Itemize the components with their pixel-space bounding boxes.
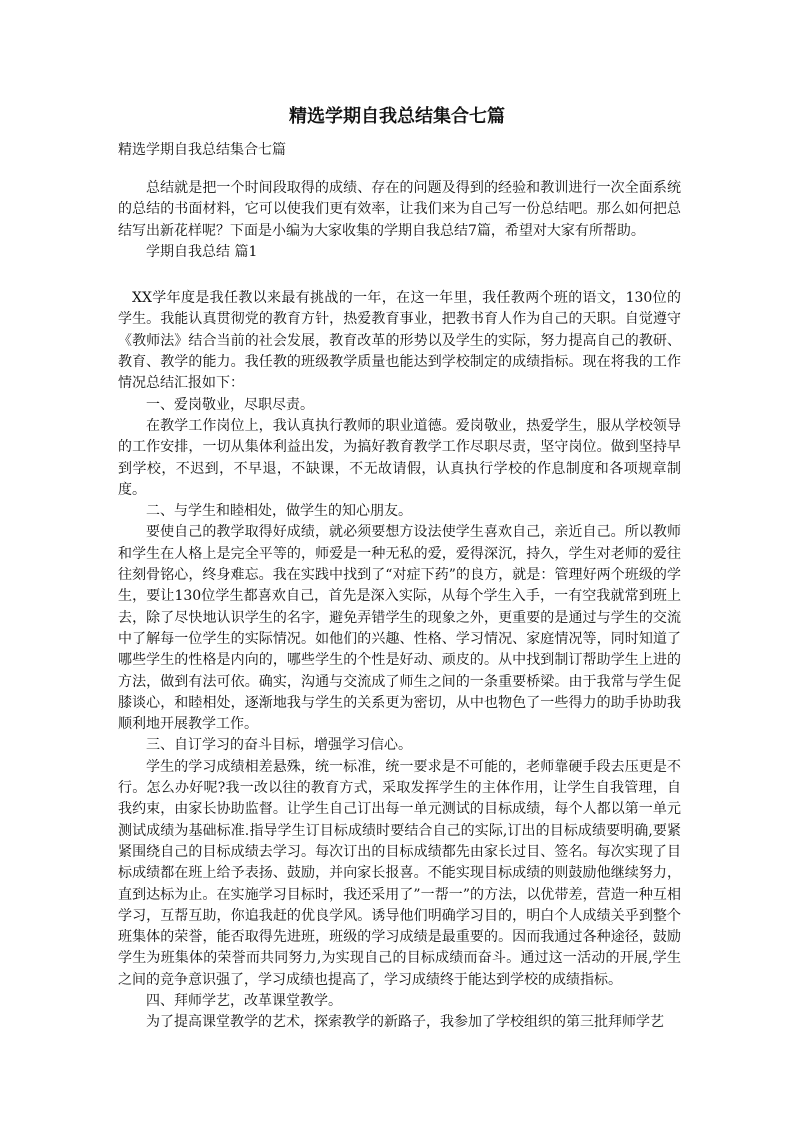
paragraph: 要使自己的教学取得好成绩，就必须要想方设法使学生喜欢自己，亲近自己。所以教师和学生在人格上是完全平等的，师爱是一种无私的爱，爱得深沉，持久，学生对老师的爱往往刻骨铭心，终身难忘。我在实践中找到了“对症下药”的良方，就是：管理好两个班级的学生，要让130位学生都喜欢自己，首先是深入实际，从每个学生入手，一有空我就常到班上去，除了尽快地认识学生的名字，避免弄错学生的现象之外，更重要的是通过与学生的交流中了解每一位学生的实际情况。如他们的兴趣、性格、学习情况、家庭情况等，同时知道了哪些学生的性格是内向的，哪些学生的个性是好动、顽皮的。从中找到制订帮助学生上进的方法，做到有法可依。确实，沟通与交流成了师生之间的一条重要桥梁。由于我常与学生促膝谈心，和睦相处，逐渐地我与学生的关系更为密切，从中也物色了一些得力的助手协助我顺利地开展教学工作。	[118, 524, 681, 733]
heading-1: 一、爱岗敬业，尽职尽责。	[146, 396, 314, 413]
document-subtitle: 精选学期自我总结集合七篇	[118, 142, 286, 158]
paragraph: XX学年度是我任教以来最有挑战的一年，在这一年里，我任教两个班的语文，130位的学生。我能认真贯彻党的教育方针，热爱教育事业，把教书育人作为自己的天职。自觉遵守《教师法》结合当前的社会发展，教育改革的形势以及学生的实际，努力提高自己的教研、教育、教学的能力。我任教的班级教学质量也能达到学校制定的成绩指标。现在将我的工作情况总结汇报如下：	[118, 290, 681, 392]
section-title: 学期自我总结 篇1	[146, 243, 258, 260]
heading-4: 四、拜师学艺，改革课堂教学。	[146, 992, 342, 1009]
paragraph: 在教学工作岗位上，我认真执行教师的职业道德。爱岗敬业，热爱学生，服从学校领导的工作安排，一切从集体利益出发，为搞好教育教学工作尽职尽责，坚守岗位。做到坚持早到学校，不迟到，不早退，不缺课，不无故请假，认真执行学校的作息制度和各项规章制度。	[118, 417, 681, 498]
paragraph: 学生的学习成绩相差悬殊，统一标准，统一要求是不可能的，老师靠硬手段去压更是不行。怎么办好呢?我一改以往的教育方式，采取发挥学生的主体作用，让学生自我管理，自我约束，由家长协助监督。让学生自己订出每一单元测试的目标成绩，每个人都以第一单元测试成绩为基础标准.指导学生订目标成绩时要结合自己的实际,订出的目标成绩要明确,要紧紧围绕自己的目标成绩去学习。每次订出的目标成绩都先由家长过目、签名。每次实现了目标成绩都在班上给予表扬、鼓励，并向家长报喜。不能实现目标成绩的则鼓励他继续努力，直到达标为止。在实施学习目标时，我还采用了”一帮一”的方法，以优带差，营造一种互相学习，互帮互助，你追我赶的优良学风。诱导他们明确学习目的，明白个人成绩关乎到整个班集体的荣誉，能否取得先进班，班级的学习成绩是最重要的。因而我通过各种途径，鼓励学生为班集体的荣誉而共同努力,为实现自己的目标成绩而奋斗。通过这一活动的开展,学生之间的竞争意识强了，学习成绩也提高了，学习成绩终于能达到学校的成绩指标。	[118, 758, 681, 988]
paragraph: 为了提高课堂教学的艺术，探索教学的新路子，我参加了学校组织的第三批拜师学艺	[146, 1014, 664, 1031]
document-body	[118, 178, 681, 1034]
blank-line	[118, 263, 681, 288]
heading-2: 二、与学生和睦相处，做学生的知心朋友。	[146, 503, 412, 520]
intro-paragraph: 总结就是把一个时间段取得的成绩、存在的问题及得到的经验和教训进行一次全面系统的总结的书面材料，它可以使我们更有效率，让我们来为自己写一份总结吧。那么如何把总结写出新花样呢？下面是小编为大家收集的学期自我总结7篇，希望对大家有所帮助。	[118, 180, 681, 239]
document-title: 精选学期自我总结集合七篇	[289, 106, 505, 127]
heading-3: 三、自订学习的奋斗目标，增强学习信心。	[146, 737, 412, 754]
